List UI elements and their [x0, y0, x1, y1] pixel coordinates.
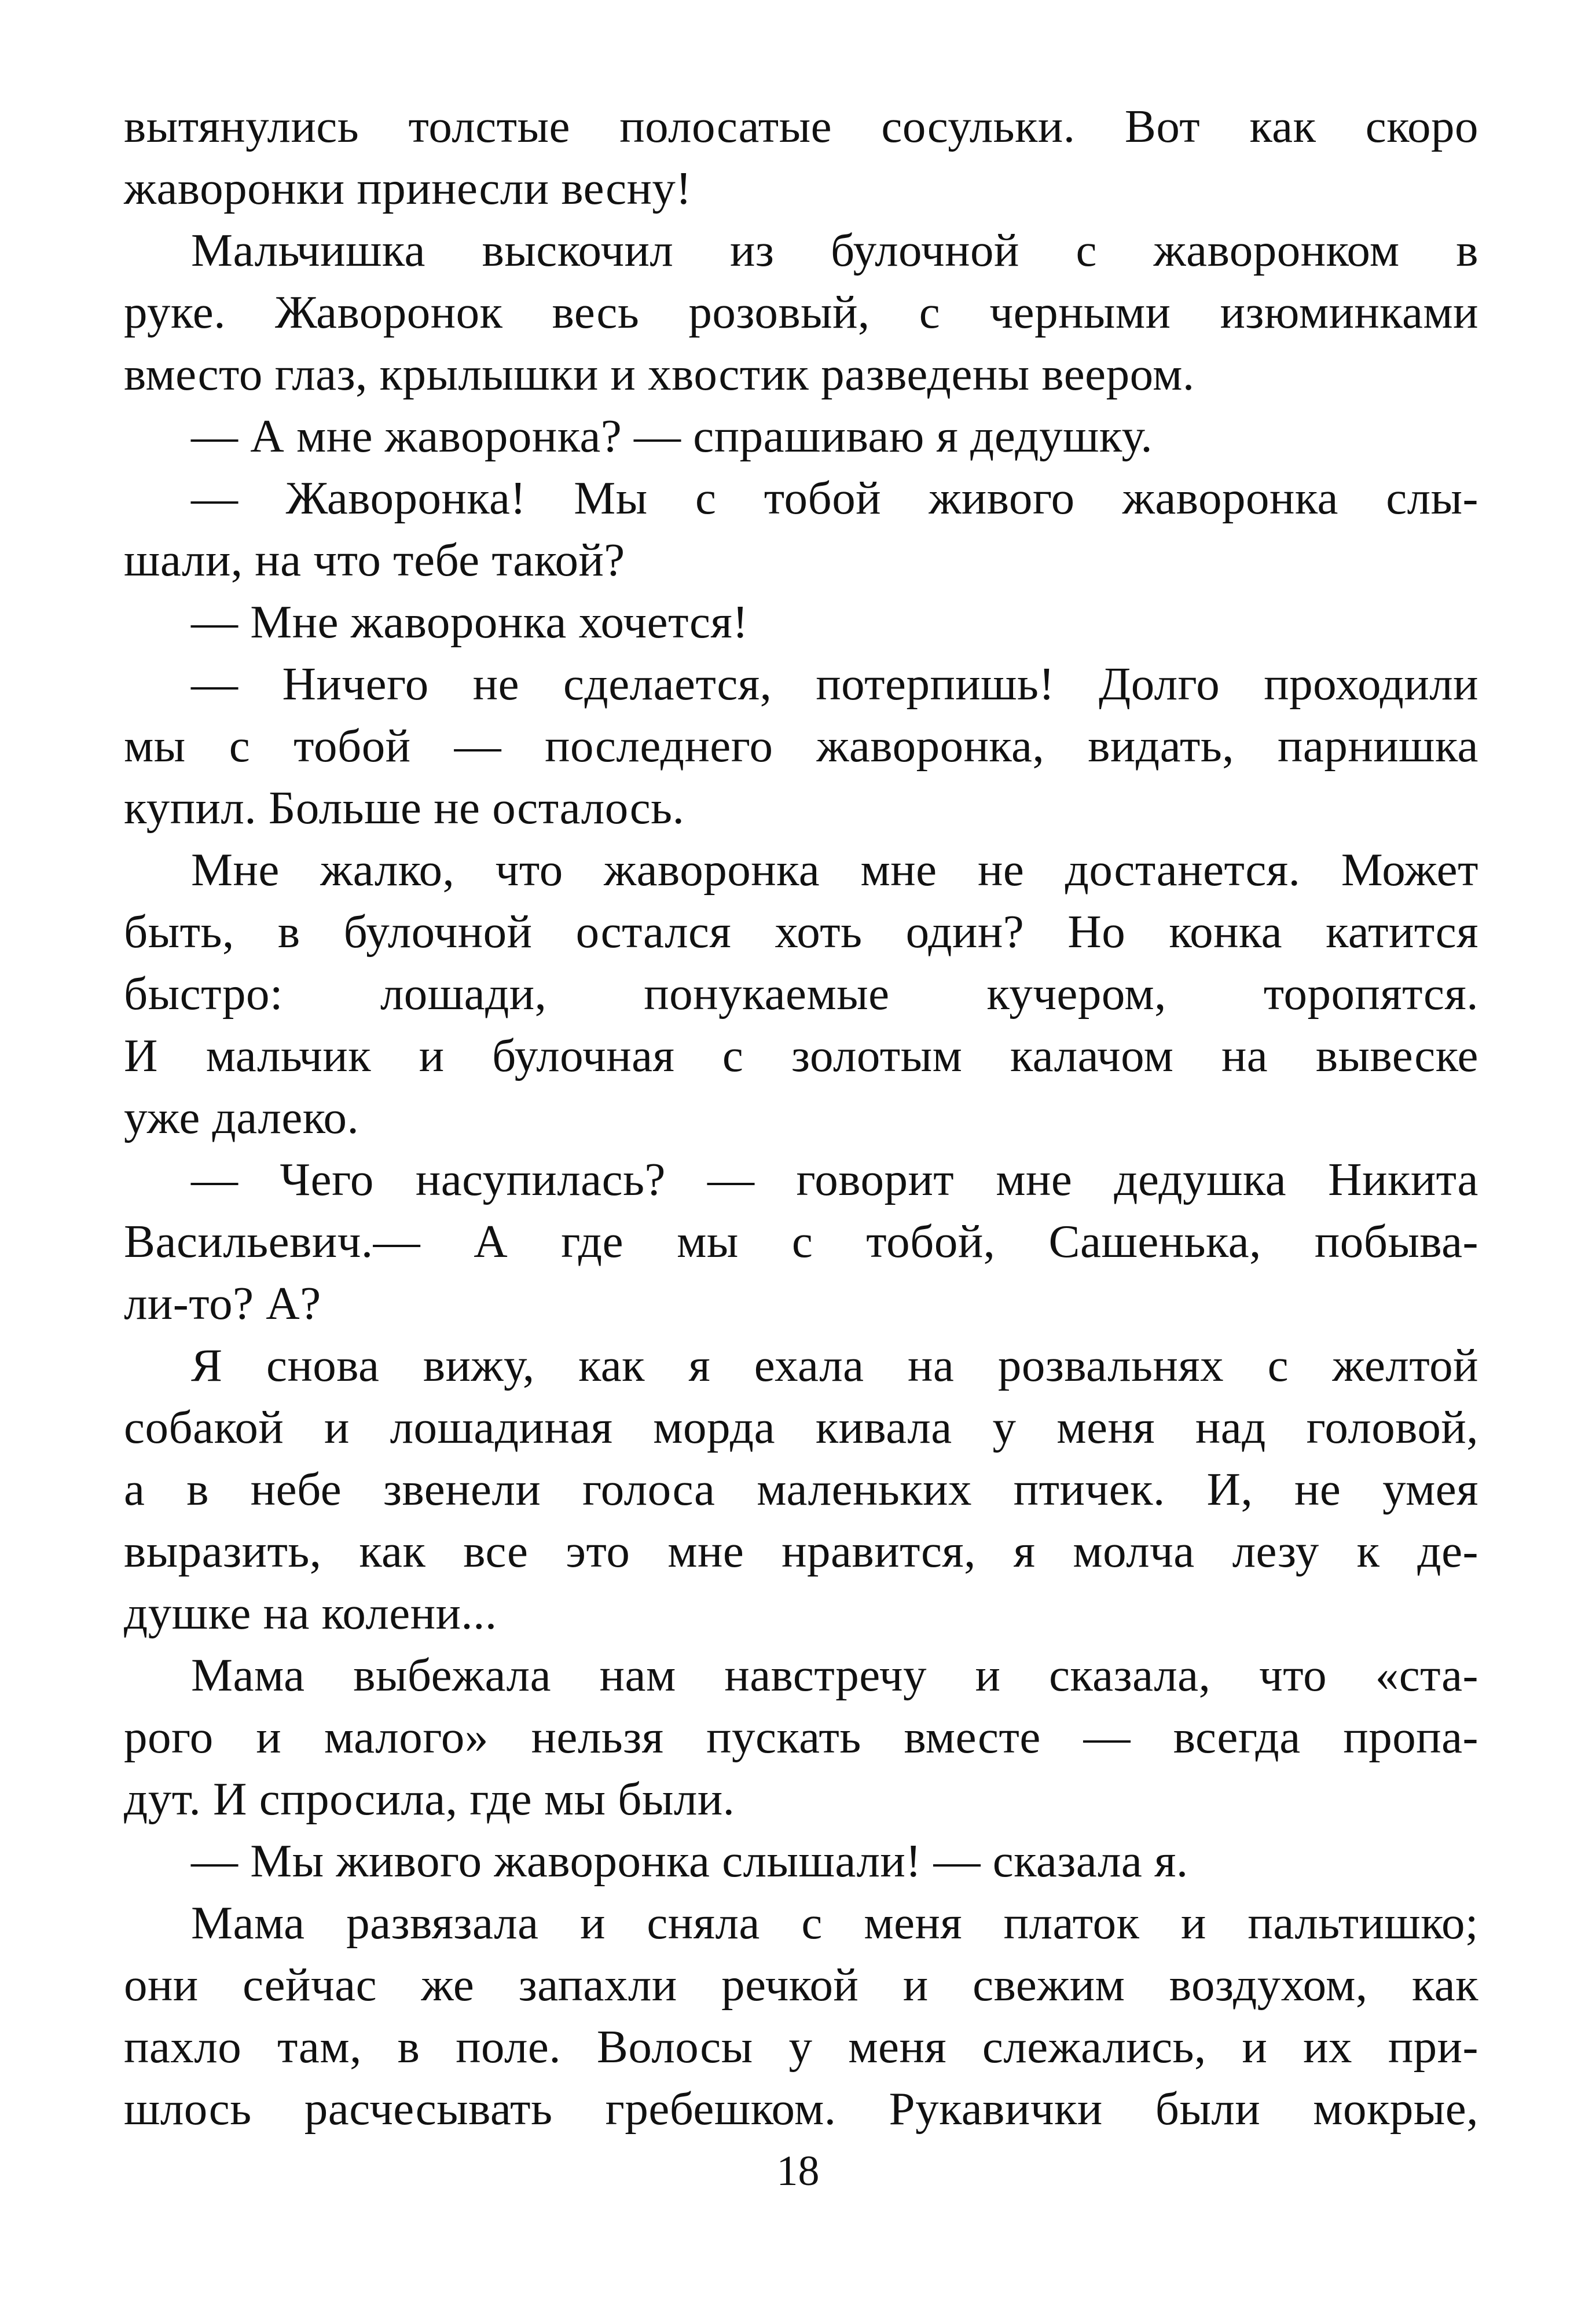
text-line: выразить, как все это мне нравится, я молча лезу к де- [124, 1525, 1478, 1577]
text-line: ли-то? А? [124, 1277, 321, 1329]
text-line: Мальчишка выскочил из булочной с жаворонком в [191, 224, 1478, 276]
text-line: быть, в булочной остался хоть один? Но конка катится [124, 905, 1478, 958]
text-line: душке на колени... [124, 1587, 497, 1639]
text-line: быстро: лошади, понукаемые кучером, торопятся. [124, 967, 1478, 1020]
text-line: рого и малого» нельзя пускать вместе — всегда пропа- [124, 1711, 1478, 1763]
text-line: И мальчик и булочная с золотым калачом на вывеске [124, 1029, 1478, 1081]
text-line: Мне жалко, что жаворонка мне не достанется. Может [191, 844, 1478, 896]
text-line: — А мне жаворонка? — спрашиваю я дедушку. [191, 410, 1153, 462]
text-line: Васильевич.— А где мы с тобой, Сашенька, побыва- [124, 1215, 1478, 1267]
text-line: они сейчас же запахли речкой и свежим воздухом, как [124, 1959, 1478, 2011]
text-line: а в небе звенели голоса маленьких птичек. И, не умея [124, 1463, 1478, 1515]
text-line: вытянулись толстые полосатые сосульки. Вот как скоро [124, 100, 1478, 152]
text-line: вместо глаз, крылышки и хвостик разведены веером. [124, 348, 1195, 400]
text-line: жаворонки принесли весну! [124, 162, 692, 214]
text-line: Я снова вижу, как я ехала на розвальнях с желтой [191, 1339, 1478, 1391]
text-line: — Жаворонка! Мы с тобой живого жаворонка слы- [191, 472, 1478, 524]
page-number: 18 [776, 2147, 820, 2195]
text-line: Мама развязала и сняла с меня платок и пальтишко; [191, 1897, 1478, 1949]
text-line: — Мне жаворонка хочется! [191, 596, 749, 648]
text-line: мы с тобой — последнего жаворонка, видать, парнишка [124, 720, 1478, 772]
body-text [124, 96, 1478, 2140]
text-line: пахло там, в поле. Волосы у меня слежались, и их при- [124, 2021, 1478, 2073]
text-line: собакой и лошадиная морда кивала у меня над головой, [124, 1401, 1478, 1453]
text-line: уже далеко. [124, 1091, 359, 1143]
text-line: — Ничего не сделается, потерпишь! Долго проходили [191, 658, 1478, 710]
text-line: шлось расчесывать гребешком. Рукавички были мокрые, [124, 2083, 1478, 2135]
text-line: — Чего насупилась? — говорит мне дедушка Никита [191, 1153, 1478, 1205]
text-line: дут. И спросила, где мы были. [124, 1773, 735, 1825]
text-line: шали, на что тебе такой? [124, 534, 625, 586]
text-line: купил. Больше не осталось. [124, 782, 685, 834]
text-line: Мама выбежала нам навстречу и сказала, что «ста- [191, 1649, 1478, 1701]
text-line: — Мы живого жаворонка слышали! — сказала я. [191, 1835, 1188, 1887]
text-line: руке. Жаворонок весь розовый, с черными изюминками [124, 286, 1478, 338]
